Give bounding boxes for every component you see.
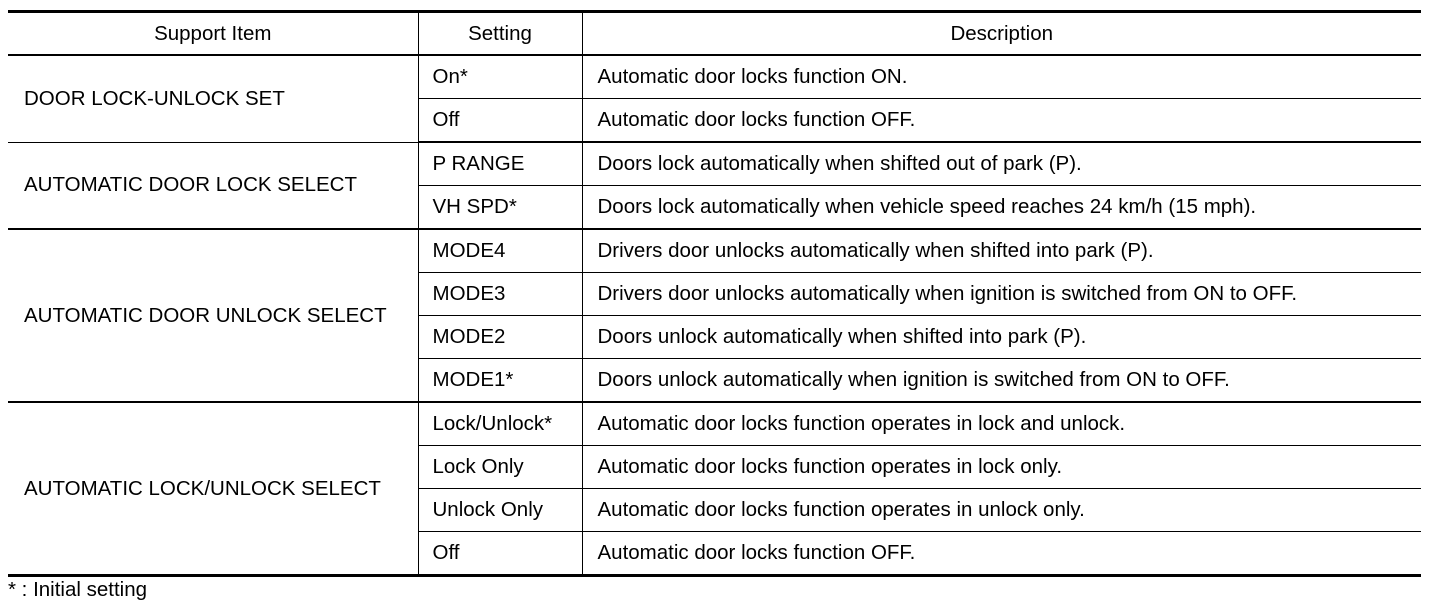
header-description: Description [582, 12, 1421, 56]
description-cell: Automatic door locks function OFF. [582, 99, 1421, 143]
setting-cell: Lock/Unlock* [418, 402, 582, 446]
description-cell: Drivers door unlocks automatically when ignition is switched from ON to OFF. [582, 273, 1421, 316]
description-cell: Doors lock automatically when vehicle speed reaches 24 km/h (15 mph). [582, 186, 1421, 230]
table-row [8, 55, 1421, 99]
setting-cell: On* [418, 55, 582, 99]
support-item-automatic-door-unlock-select: AUTOMATIC DOOR UNLOCK SELECT [8, 229, 418, 402]
description-cell: Automatic door locks function operates in unlock only. [582, 489, 1421, 532]
settings-table [8, 10, 1421, 577]
setting-cell: MODE4 [418, 229, 582, 273]
description-cell: Doors lock automatically when shifted out of park (P). [582, 142, 1421, 186]
setting-cell: MODE2 [418, 316, 582, 359]
description-cell: Automatic door locks function operates in lock and unlock. [582, 402, 1421, 446]
table-row [8, 142, 1421, 186]
setting-cell: MODE3 [418, 273, 582, 316]
header-setting: Setting [418, 12, 582, 56]
support-item-door-lock-unlock-set: DOOR LOCK-UNLOCK SET [8, 55, 418, 142]
header-support-item: Support Item [8, 12, 418, 56]
description-cell: Automatic door locks function operates in lock only. [582, 446, 1421, 489]
setting-cell: VH SPD* [418, 186, 582, 230]
setting-cell: P RANGE [418, 142, 582, 186]
setting-cell: MODE1* [418, 359, 582, 403]
footnote-initial-setting: * : Initial setting [8, 578, 148, 601]
support-item-automatic-door-lock-select: AUTOMATIC DOOR LOCK SELECT [8, 142, 418, 229]
description-cell: Doors unlock automatically when ignition is switched from ON to OFF. [582, 359, 1421, 403]
table-row [8, 402, 1421, 446]
description-cell: Automatic door locks function OFF. [597, 541, 916, 564]
settings-table-container [8, 10, 1421, 577]
setting-cell: Off [418, 532, 582, 576]
description-cell: Drivers door unlocks automatically when shifted into park (P). [582, 229, 1421, 273]
table-header-row [8, 12, 1421, 56]
description-cell: Automatic door locks function ON. [582, 55, 1421, 99]
setting-cell: Unlock Only [418, 489, 582, 532]
support-item-automatic-lock-unlock-select: AUTOMATIC LOCK/UNLOCK SELECT [8, 402, 418, 576]
setting-cell: Off [418, 99, 582, 143]
description-cell: Doors unlock automatically when shifted into park (P). [582, 316, 1421, 359]
setting-cell: Lock Only [418, 446, 582, 489]
table-row [8, 229, 1421, 273]
